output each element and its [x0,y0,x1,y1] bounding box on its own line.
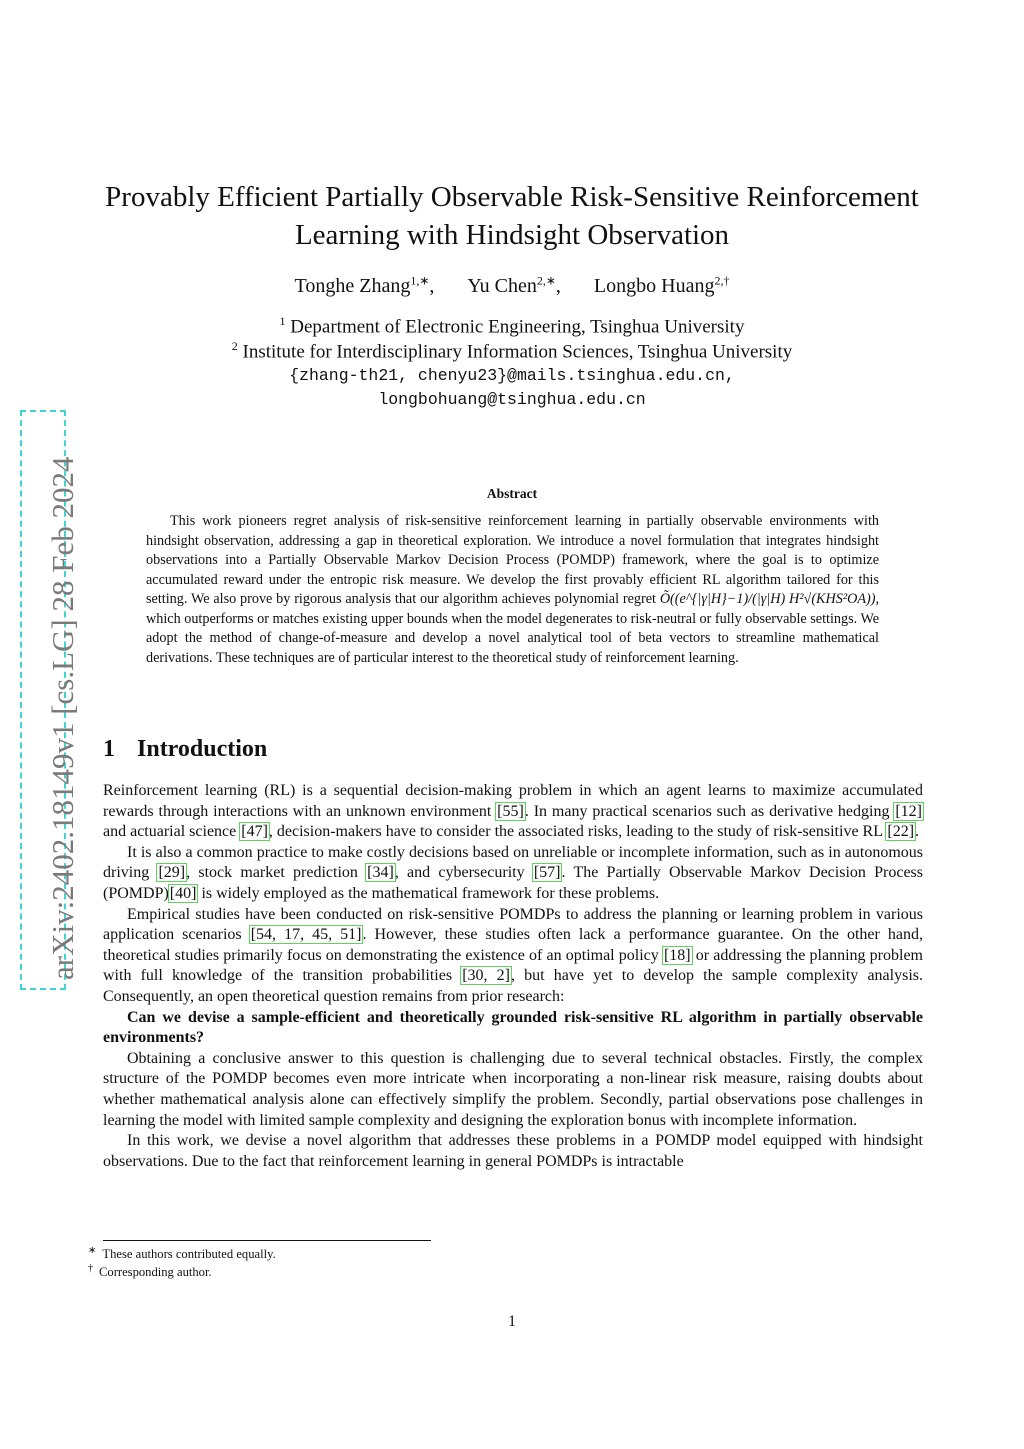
author: Longbo Huang$^{2,\dagger}$ [593,273,730,297]
paragraph: Reinforcement learning (RL) is a sequential decision-making problem in which an agent learns to maximize accumulated rewards through interactions with an unknown environment [55]. In many practical scenarios such as derivative hedging [12] and actuarial science [47], decision-makers have to consider the associated risks, leading to the study of risk-sensitive RL [22]. [103,782,923,841]
citation-link[interactable]: [29] [158,864,186,882]
paper-title [60,178,964,254]
citation-link[interactable]: [54, 17, 45, 51] [250,926,362,944]
citation-link[interactable]: [34] [367,864,394,882]
footnote: † Corresponding author. [88,1263,212,1280]
paragraph: Empirical studies have been conducted on risk-sensitive POMDPs to address the planning or learning problem in various application scenarios [54, 17, 45, 51]. However, these studies often lack a performance guarantee. On the other hand, theoretical studies primarily focus on demonstrating the existence of an optimal policy [18] or addressing the planning problem with full knowledge of the transition probabilities [30, 2], but have yet to develop the sample complexity analysis. Consequently, an open theoretical question remains from prior research: [103,905,924,1005]
page-number: 1 [508,1313,516,1330]
email-line-1[interactable]: {zhang-th21, chenyu23}@mails.tsinghua.edu.cn, [289,366,735,385]
section-heading: 1 Introduction [103,736,268,762]
citation-link[interactable]: [30, 2] [462,967,510,985]
paragraph: Obtaining a conclusive answer to this question is challenging due to several technical obstacles. Firstly, the complex structure of the POMDP becomes even more intricate when incorporating a non-linear risk measure, raising doubts about whether mathematical analysis alone can effectively simplify the problem. Secondly, partial observations pose challenges in learning the model with limited sample complexity and designing the exploration bonus with incomplete information. [103,1049,923,1129]
arxiv-identifier: arXiv:2402.18149v1 [cs.LG] 28 Feb 2024 [45,456,80,980]
research-question: Can we devise a sample-efficient and theoretically grounded risk-sensitive RL algorithm in partially observable environments? [103,1008,923,1047]
abstract-body: This work pioneers regret analysis of risk-sensitive reinforcement learning in partially observable environments with hindsight observation, addressing a gap in theoretical exploration. We introduce a novel formulation that integrates hindsight observations into a Partially Observable Markov Decision Process (POMDP) framework, where the goal is to optimize accumulated reward under the entropic risk measure. We develop the first provably efficient RL algorithm tailored for this setting. We also prove by rigorous analysis that our algorithm achieves polynomial regret Õ((e^{|γ|H}−1)/(|γ|H) H²√(KHS²OA)), which outperforms or matches existing upper bounds when the model degenerates to risk-neutral or fully observable settings. We adopt the method of change-of-measure and develop a novel analytical tool of beta vectors to streamline mathematical derivations. These techniques are of particular interest to the theoretical study of reinforcement learning. [146,513,880,666]
citation-link[interactable]: [55] [497,802,524,820]
introduction-body [103,781,923,1172]
footnote: ∗ These authors contributed equally. [88,1245,276,1262]
citation-link[interactable]: [12] [895,802,922,820]
author: Tonghe Zhang$^{1,∗}$, [294,273,435,297]
author-list [0,273,1024,298]
citation-link[interactable]: [18] [663,946,691,964]
paragraph: In this work, we devise a novel algorithm that addresses these problems in a POMDP model equipped with hindsight observations. Due to the fact that reinforcement learning in general POMDPs is intractable [103,1132,923,1170]
regret-bound-formula: Õ((e^{|γ|H}−1)/(|γ|H) H²√(KHS²OA)) [659,591,876,607]
footnote-divider [103,1240,431,1241]
abstract-heading: Abstract [486,486,538,501]
citation-link[interactable]: [47] [241,823,268,841]
title-line-1: Provably Efficient Partially Observable Risk-Sensitive Reinforcement [105,181,919,213]
citation-link[interactable]: [57] [533,864,561,882]
paragraph: It is also a common practice to make costly decisions based on unreliable or incomplete information, such as in autonomous driving [29], stock market prediction [34], and cybersecurity [57]. The Partially Observable Markov Decision Process (POMDP)[40] is widely employed as the mathematical framework for these problems. [103,843,924,902]
affiliation-1: $^1$ Department of Electronic Engineering, Tsinghua University [279,314,745,338]
title-line-2: Learning with Hindsight Observation [294,219,730,251]
affiliation-2: $^2$ Institute for Interdisciplinary Information Sciences, Tsinghua University [231,339,793,363]
citation-link[interactable]: [22] [887,823,915,841]
citation-link[interactable]: [40] [169,884,197,902]
author: Yu Chen$^{2,∗}$, [467,273,561,297]
email-line-2[interactable]: longbohuang@tsinghua.edu.cn [378,390,646,409]
